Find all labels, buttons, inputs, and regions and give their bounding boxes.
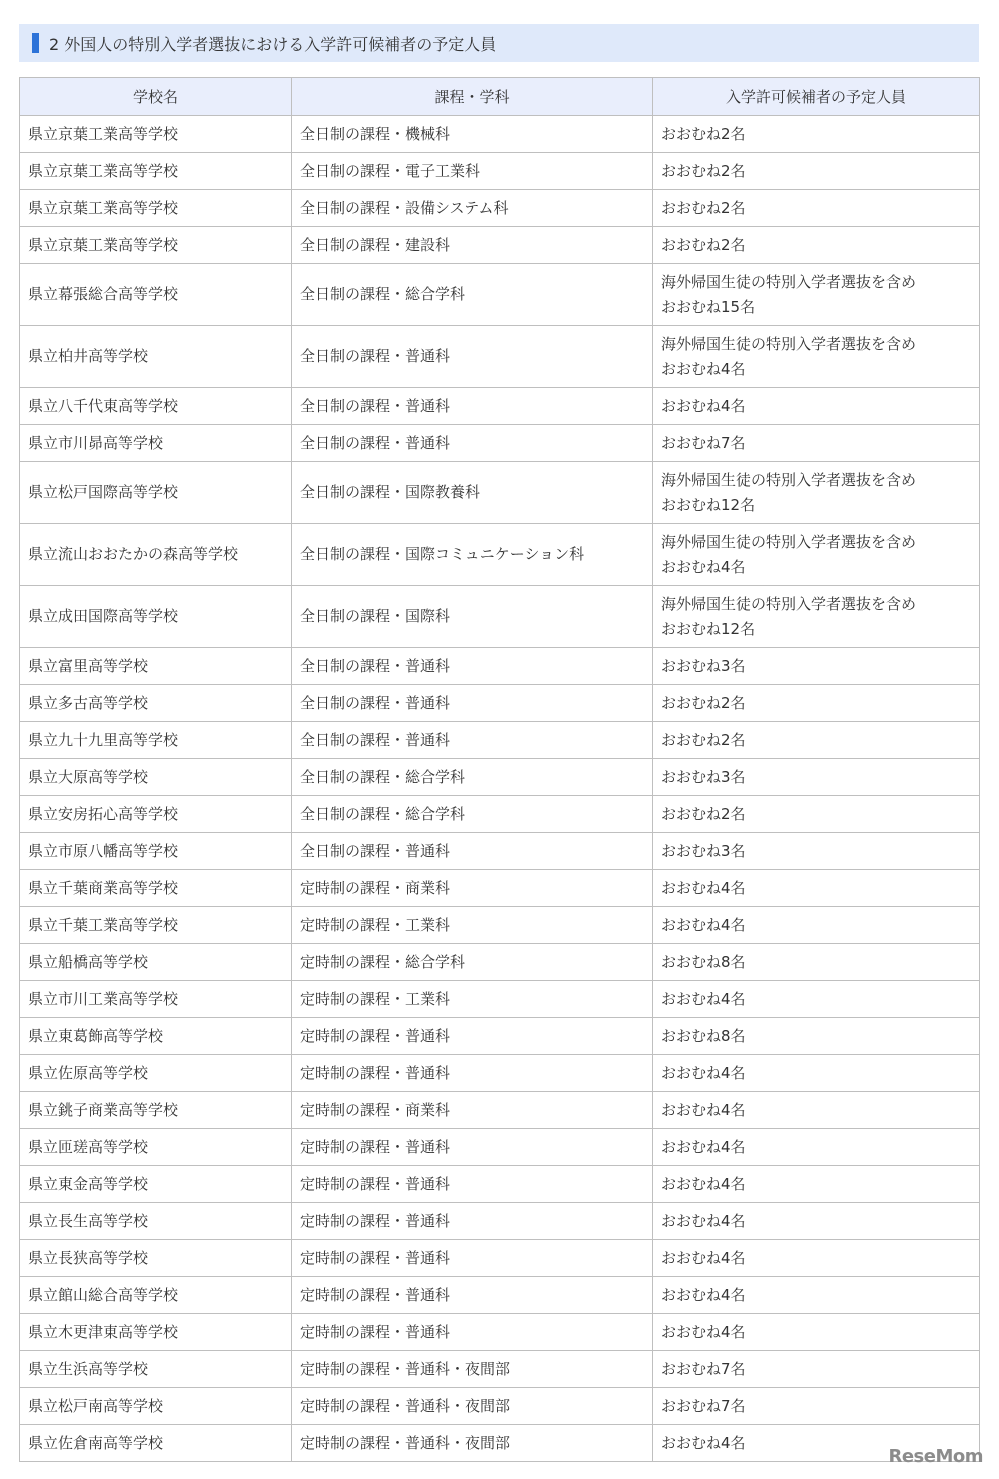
capacity-line: おおむね4名 [661,1211,746,1230]
cell-course: 定時制の課程・普通科 [292,1129,653,1166]
table-row [20,326,980,388]
capacity-line: おおむね4名 [661,1100,746,1119]
capacity-line: おおむね4名 [661,989,746,1008]
cell-capacity [653,1166,980,1203]
capacity-line: おおむね4名 [661,915,746,934]
capacity-line: 海外帰国生徒の特別入学者選抜を含め [661,594,917,613]
cell-school: 県立東葛飾高等学校 [20,1018,292,1055]
table-row [20,1388,980,1425]
cell-capacity [653,462,980,524]
table-header-row [20,78,980,116]
cell-school: 県立成田国際高等学校 [20,586,292,648]
cell-capacity [653,944,980,981]
cell-school: 県立長生高等学校 [20,1203,292,1240]
cell-school: 県立館山総合高等学校 [20,1277,292,1314]
cell-course: 全日制の課程・機械科 [292,116,653,153]
table-row [20,1314,980,1351]
cell-school: 県立生浜高等学校 [20,1351,292,1388]
header-school: 学校名 [20,78,292,116]
cell-course: 全日制の課程・総合学科 [292,796,653,833]
cell-capacity [653,1314,980,1351]
header-course: 課程・学科 [292,78,653,116]
cell-school: 県立松戸南高等学校 [20,1388,292,1425]
cell-capacity [653,1240,980,1277]
cell-capacity [653,227,980,264]
cell-school: 県立京葉工業高等学校 [20,190,292,227]
table-row [20,648,980,685]
table-row [20,462,980,524]
cell-school: 県立柏井高等学校 [20,326,292,388]
table-row [20,796,980,833]
cell-school: 県立流山おおたかの森高等学校 [20,524,292,586]
cell-capacity [653,116,980,153]
capacity-line: おおむね4名 [661,1174,746,1193]
cell-course: 定時制の課程・商業科 [292,870,653,907]
cell-school: 県立木更津東高等学校 [20,1314,292,1351]
capacity-line: おおむね8名 [661,1026,746,1045]
table-row [20,722,980,759]
table-row [20,1055,980,1092]
capacity-line: 海外帰国生徒の特別入学者選抜を含め [661,334,917,353]
cell-course: 全日制の課程・総合学科 [292,759,653,796]
table-row [20,1203,980,1240]
capacity-line: おおむね7名 [661,1359,746,1378]
cell-school: 県立九十九里高等学校 [20,722,292,759]
cell-capacity [653,1351,980,1388]
cell-course: 全日制の課程・建設科 [292,227,653,264]
cell-school: 県立市原八幡高等学校 [20,833,292,870]
cell-capacity [653,264,980,326]
cell-course: 定時制の課程・普通科 [292,1277,653,1314]
capacity-line: おおむね2名 [661,730,746,749]
capacity-line: おおむね2名 [661,693,746,712]
capacity-line: 海外帰国生徒の特別入学者選抜を含め [661,272,917,291]
table-row [20,1277,980,1314]
section-header [19,24,979,62]
header-capacity: 入学許可候補者の予定人員 [653,78,980,116]
cell-school: 県立京葉工業高等学校 [20,116,292,153]
table-row [20,1351,980,1388]
watermark-logo: ReseMom [888,1446,983,1467]
cell-school: 県立京葉工業高等学校 [20,153,292,190]
capacity-line: おおむね7名 [661,433,746,452]
cell-course: 定時制の課程・普通科 [292,1055,653,1092]
cell-capacity [653,648,980,685]
cell-course: 定時制の課程・普通科 [292,1166,653,1203]
cell-school: 県立長狭高等学校 [20,1240,292,1277]
table-row [20,1425,980,1462]
cell-capacity [653,907,980,944]
cell-course: 全日制の課程・普通科 [292,722,653,759]
cell-capacity [653,190,980,227]
capacity-line: おおむね4名 [661,1137,746,1156]
cell-course: 定時制の課程・普通科 [292,1314,653,1351]
table-row [20,586,980,648]
table-row [20,907,980,944]
capacity-line: おおむね4名 [661,396,746,415]
cell-capacity [653,870,980,907]
section-marker [32,33,39,53]
cell-course: 全日制の課程・普通科 [292,833,653,870]
table-row [20,685,980,722]
table-row [20,759,980,796]
capacity-line: おおむね4名 [661,1285,746,1304]
cell-school: 県立八千代東高等学校 [20,388,292,425]
table-row [20,264,980,326]
table-row [20,116,980,153]
capacity-line: おおむね8名 [661,952,746,971]
capacity-line: おおむね4名 [661,557,746,576]
cell-capacity [653,1388,980,1425]
capacity-line: おおむね7名 [661,1396,746,1415]
capacity-line: おおむね2名 [661,161,746,180]
table-row [20,190,980,227]
cell-course: 全日制の課程・普通科 [292,326,653,388]
capacity-line: おおむね4名 [661,1248,746,1267]
cell-school: 県立佐原高等学校 [20,1055,292,1092]
cell-course: 全日制の課程・電子工業科 [292,153,653,190]
cell-course: 全日制の課程・設備システム科 [292,190,653,227]
capacity-line: おおむね4名 [661,1433,746,1452]
cell-capacity [653,1129,980,1166]
cell-course: 全日制の課程・普通科 [292,685,653,722]
capacity-line: おおむね15名 [661,297,756,316]
cell-school: 県立匝瑳高等学校 [20,1129,292,1166]
cell-capacity [653,759,980,796]
cell-course: 定時制の課程・普通科 [292,1240,653,1277]
cell-school: 県立多古高等学校 [20,685,292,722]
cell-capacity [653,1203,980,1240]
cell-school: 県立富里高等学校 [20,648,292,685]
cell-school: 県立千葉工業高等学校 [20,907,292,944]
capacity-line: おおむね12名 [661,619,756,638]
table-row [20,388,980,425]
capacity-line: 海外帰国生徒の特別入学者選抜を含め [661,470,917,489]
cell-course: 全日制の課程・国際コミュニケーション科 [292,524,653,586]
table-row [20,425,980,462]
section-title: 2 外国人の特別入学者選抜における入学許可候補者の予定人員 [49,34,497,54]
table-row [20,1018,980,1055]
capacity-line: おおむね2名 [661,124,746,143]
cell-school: 県立佐倉南高等学校 [20,1425,292,1462]
cell-capacity [653,1018,980,1055]
cell-capacity [653,524,980,586]
cell-capacity [653,685,980,722]
capacity-line: おおむね3名 [661,841,746,860]
cell-course: 定時制の課程・普通科 [292,1203,653,1240]
cell-course: 定時制の課程・総合学科 [292,944,653,981]
cell-capacity [653,796,980,833]
table-row [20,227,980,264]
cell-course: 全日制の課程・総合学科 [292,264,653,326]
capacity-line: おおむね4名 [661,1063,746,1082]
table-row [20,1129,980,1166]
cell-capacity [653,1092,980,1129]
cell-capacity [653,153,980,190]
cell-school: 県立大原高等学校 [20,759,292,796]
cell-school: 県立幕張総合高等学校 [20,264,292,326]
table-row [20,833,980,870]
cell-course: 定時制の課程・商業科 [292,1092,653,1129]
cell-course: 定時制の課程・普通科 [292,1018,653,1055]
cell-course: 全日制の課程・普通科 [292,425,653,462]
cell-course: 定時制の課程・普通科・夜間部 [292,1388,653,1425]
candidate-table [19,77,980,1462]
table-row [20,981,980,1018]
cell-course: 全日制の課程・国際科 [292,586,653,648]
cell-school: 県立千葉商業高等学校 [20,870,292,907]
cell-school: 県立船橋高等学校 [20,944,292,981]
cell-course: 全日制の課程・普通科 [292,388,653,425]
table-row [20,870,980,907]
capacity-line: おおむね2名 [661,804,746,823]
table-row [20,944,980,981]
capacity-line: おおむね3名 [661,656,746,675]
cell-capacity [653,722,980,759]
cell-school: 県立市川昴高等学校 [20,425,292,462]
cell-capacity [653,586,980,648]
cell-capacity [653,425,980,462]
table-row [20,153,980,190]
cell-course: 定時制の課程・普通科・夜間部 [292,1351,653,1388]
capacity-line: 海外帰国生徒の特別入学者選抜を含め [661,532,917,551]
capacity-line: おおむね2名 [661,198,746,217]
cell-course: 定時制の課程・工業科 [292,981,653,1018]
capacity-line: おおむね4名 [661,878,746,897]
cell-capacity [653,981,980,1018]
cell-school: 県立松戸国際高等学校 [20,462,292,524]
cell-school: 県立銚子商業高等学校 [20,1092,292,1129]
capacity-line: おおむね3名 [661,767,746,786]
table-row [20,1092,980,1129]
cell-capacity [653,326,980,388]
cell-course: 定時制の課程・普通科・夜間部 [292,1425,653,1462]
cell-school: 県立市川工業高等学校 [20,981,292,1018]
cell-capacity [653,833,980,870]
cell-capacity [653,1055,980,1092]
cell-capacity [653,388,980,425]
table-row [20,1166,980,1203]
cell-course: 全日制の課程・国際教養科 [292,462,653,524]
table-body [20,116,980,1462]
cell-school: 県立東金高等学校 [20,1166,292,1203]
cell-course: 全日制の課程・普通科 [292,648,653,685]
table-row [20,1240,980,1277]
capacity-line: おおむね2名 [661,235,746,254]
capacity-line: おおむね12名 [661,495,756,514]
cell-capacity [653,1277,980,1314]
cell-school: 県立安房拓心高等学校 [20,796,292,833]
capacity-line: おおむね4名 [661,359,746,378]
cell-school: 県立京葉工業高等学校 [20,227,292,264]
cell-course: 定時制の課程・工業科 [292,907,653,944]
table-row [20,524,980,586]
capacity-line: おおむね4名 [661,1322,746,1341]
